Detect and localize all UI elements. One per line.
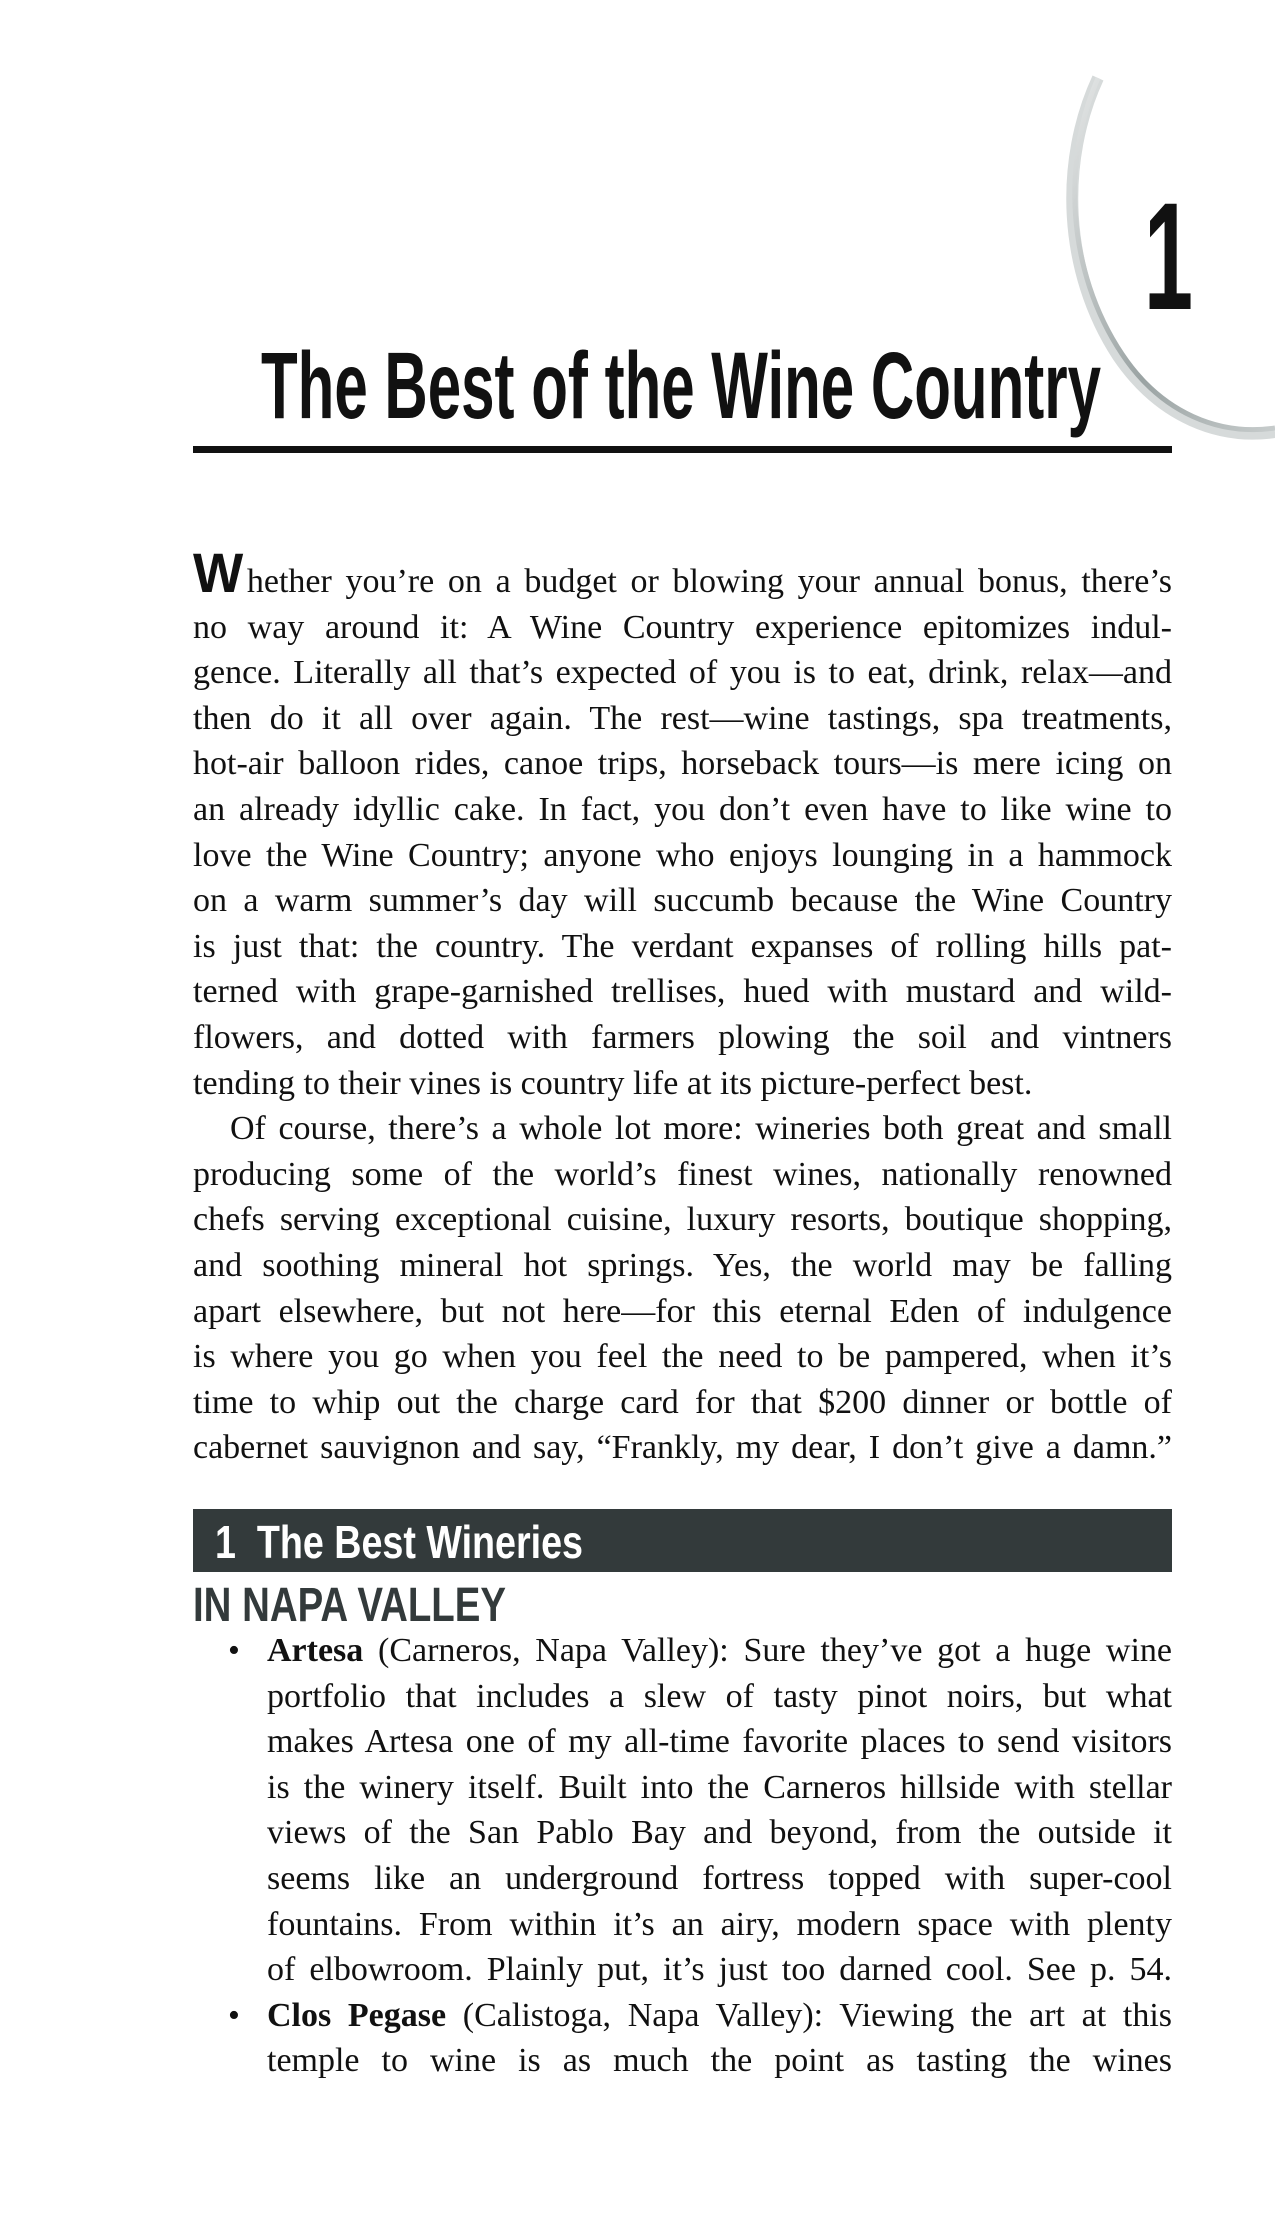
- text-line: [267, 1719, 1172, 1765]
- section-heading: [215, 1516, 665, 1568]
- bullet-icon: •: [228, 1996, 240, 2034]
- line-text: (Calistoga, Napa Valley): Viewing the art at this: [462, 1996, 1173, 2034]
- line-text: tending to their vines is country life at its picture-perfect best.: [193, 1064, 1033, 1102]
- text-line: [193, 833, 1172, 879]
- line-text: hether you’re on a budget or blowing your annual bonus, there’s: [246, 563, 1172, 600]
- line-text: is where you go when you feel the need to be pampered, when it’s: [193, 1338, 1172, 1376]
- text-line: [193, 541, 1172, 605]
- winery-item: [228, 1628, 1172, 1993]
- line-text: Of course, there’s a whole lot more: wineries both great and small: [230, 1110, 1172, 1148]
- line-text: on a warm summer’s day will succumb because the Wine Country: [193, 882, 1172, 920]
- line-text: an already idyllic cake. In fact, you don’t even have to like wine to: [193, 790, 1172, 828]
- line-text: no way around it: A Wine Country experience epitomizes indul-: [193, 608, 1172, 646]
- line-text: views of the San Pablo Bay and beyond, from the outside it: [267, 1814, 1172, 1852]
- line-text: makes Artesa one of my all-time favorite places to send visitors: [267, 1723, 1172, 1761]
- text-line: [193, 696, 1172, 742]
- text-line: [267, 1993, 1172, 2039]
- text-line: [193, 605, 1172, 651]
- line-text: and soothing mineral hot springs. Yes, the world may be falling: [193, 1246, 1172, 1284]
- text-line: [193, 878, 1172, 924]
- text-line: [267, 1810, 1172, 1856]
- subheading-napa-valley: [193, 1579, 584, 1632]
- winery-name: Artesa: [267, 1632, 364, 1669]
- bullet-icon: •: [228, 1632, 240, 1669]
- text-line: [193, 924, 1172, 970]
- line-text: seems like an underground fortress topped with super-cool: [267, 1859, 1172, 1897]
- drop-cap: W: [193, 541, 244, 604]
- text-line: [267, 1856, 1172, 1902]
- text-line: [193, 969, 1172, 1015]
- text-line: [193, 1334, 1172, 1380]
- text-line: [193, 787, 1172, 833]
- text-line: [267, 1902, 1172, 1948]
- text-line: [267, 2038, 1172, 2084]
- text-line: [267, 1947, 1172, 1993]
- winery-item: [228, 1993, 1172, 2084]
- line-text: apart elsewhere, but not here—for this eternal Eden of indulgence: [193, 1292, 1172, 1330]
- subheading-text: IN NAPA VALLEY: [193, 1579, 506, 1632]
- line-text: flowers, and dotted with farmers plowing the soil and vintners: [193, 1018, 1172, 1056]
- text-line: [193, 1152, 1172, 1198]
- line-text: time to whip out the charge card for that $200 dinner or bottle of: [193, 1383, 1172, 1421]
- text-line: [193, 1243, 1172, 1289]
- chapter-number-text: 1: [1144, 171, 1193, 342]
- text-line: [193, 741, 1172, 787]
- text-line: [193, 1380, 1172, 1426]
- line-text: hot-air balloon rides, canoe trips, horseback tours—is mere icing on: [193, 745, 1172, 783]
- line-text: love the Wine Country; anyone who enjoys lounging in a hammock: [193, 836, 1172, 874]
- line-text: producing some of the world’s finest wines, nationally renowned: [193, 1155, 1172, 1193]
- text-line: [267, 1628, 1172, 1674]
- chapter-title: [261, 333, 1275, 439]
- text-line: [193, 650, 1172, 696]
- line-text: portfolio that includes a slew of tasty pinot noirs, but what: [267, 1677, 1172, 1715]
- section-heading-text: 1 The Best Wineries: [215, 1516, 583, 1568]
- line-text: temple to wine is as much the point as tasting the wines: [267, 2042, 1172, 2080]
- line-text: gence. Literally all that’s expected of you is to eat, drink, relax—and: [193, 654, 1172, 692]
- line-text: (Carneros, Napa Valley): Sure they’ve got a huge wine: [378, 1632, 1172, 1669]
- winery-name: Clos Pegase: [267, 1996, 447, 2034]
- winery-list: [228, 1628, 1172, 2084]
- text-line: [193, 1197, 1172, 1243]
- line-text: of elbowroom. Plainly put, it’s just too darned cool. See p. 54.: [267, 1951, 1172, 1989]
- line-text: terned with grape-garnished trellises, hued with mustard and wild-: [193, 973, 1172, 1011]
- line-text: chefs serving exceptional cuisine, luxury resorts, boutique shopping,: [193, 1201, 1172, 1239]
- text-line: [193, 1289, 1172, 1335]
- line-text: fountains. From within it’s an airy, modern space with plenty: [267, 1905, 1172, 1943]
- intro-text: [193, 541, 1172, 1471]
- line-text: is the winery itself. Built into the Carneros hillside with stellar: [267, 1768, 1172, 1806]
- chapter-number: [1144, 171, 1229, 342]
- text-line: [267, 1765, 1172, 1811]
- text-line: [193, 1015, 1172, 1061]
- line-text: is just that: the country. The verdant expanses of rolling hills pat-: [193, 927, 1172, 965]
- text-line: [267, 1674, 1172, 1720]
- text-line: [193, 1425, 1172, 1471]
- chapter-title-text: The Best of the Wine Country: [261, 333, 1101, 439]
- line-text: then do it all over again. The rest—wine tastings, spa treatments,: [193, 699, 1172, 737]
- text-line: [193, 1061, 1172, 1107]
- text-line: [193, 1106, 1172, 1152]
- title-rule: [193, 446, 1172, 453]
- line-text: cabernet sauvignon and say, “Frankly, my dear, I don’t give a damn.”: [193, 1429, 1172, 1467]
